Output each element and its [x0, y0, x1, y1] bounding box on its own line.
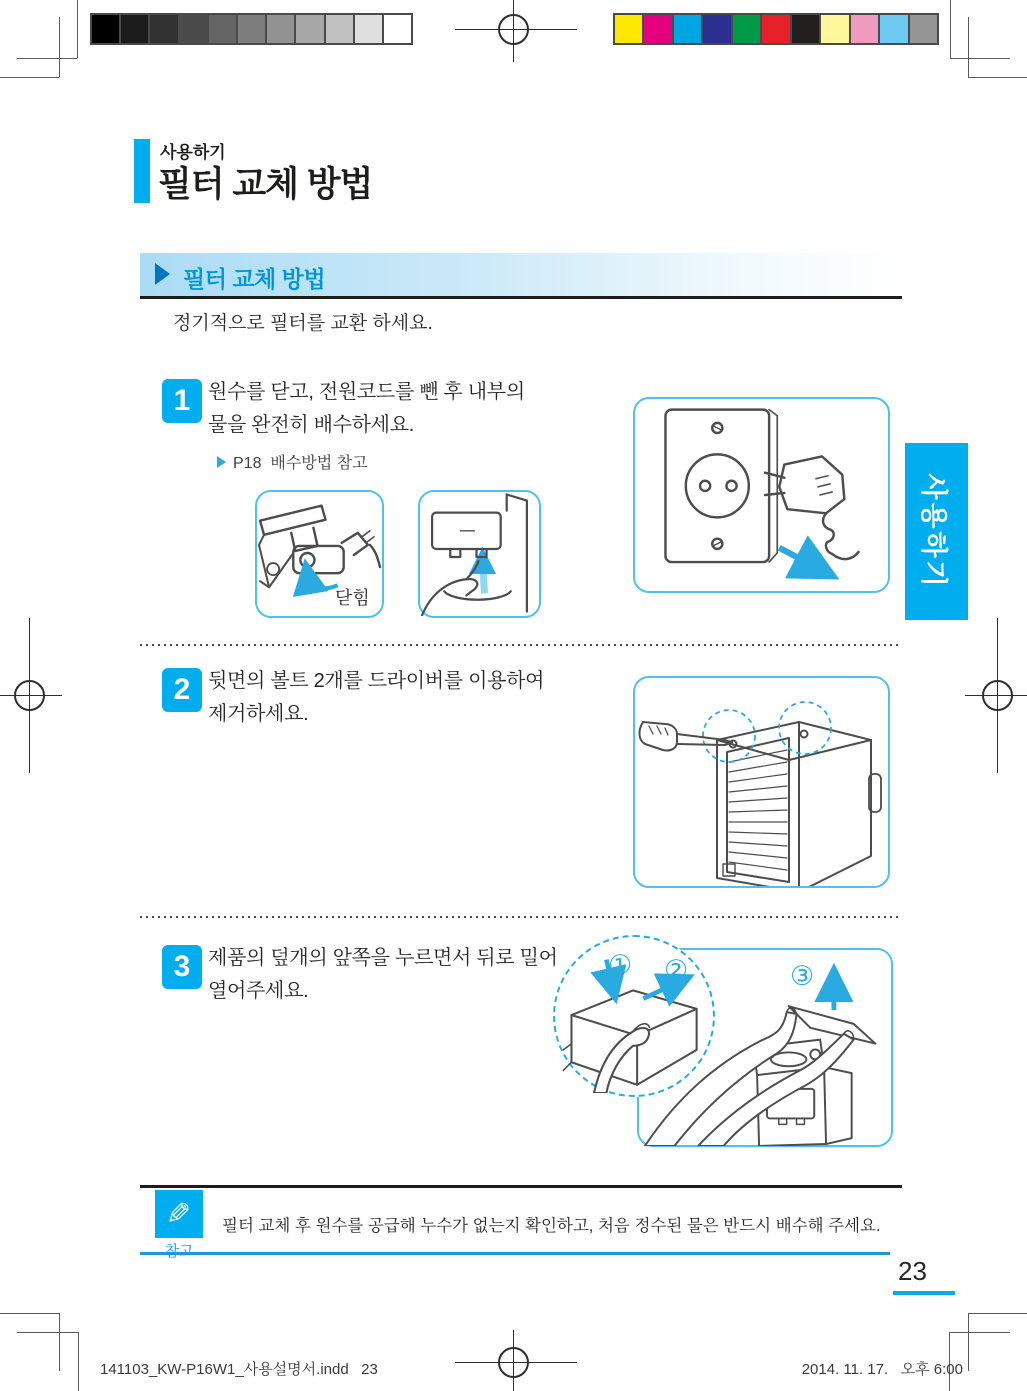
figure-drain-water — [418, 490, 541, 618]
color-swatch — [238, 15, 265, 43]
grayscale-calibration-bar — [90, 13, 413, 45]
callout-number-2: ② — [664, 955, 689, 985]
figure-close-valve — [255, 490, 384, 618]
color-swatch — [851, 15, 878, 43]
page-number: 23 — [898, 1256, 927, 1286]
step-3-badge: 3 — [162, 945, 202, 989]
note-pencil-icon — [155, 1190, 203, 1238]
page-title: 필터 교체 방법 — [158, 165, 373, 204]
color-swatch — [703, 15, 730, 43]
note-rule-top — [140, 1185, 902, 1188]
step-3-line2: 열어주세요. — [208, 980, 309, 1002]
valve-label: 닫힘 — [335, 588, 370, 608]
step-2-line2: 제거하세요. — [208, 703, 309, 725]
color-swatch — [910, 15, 937, 43]
color-swatch — [644, 15, 671, 43]
step-1-reference — [217, 450, 368, 473]
figure-open-cover-inset — [553, 935, 715, 1097]
footer-filename: 141103_KW-P16W1_사용설명서.indd 23 — [100, 1361, 378, 1378]
color-swatch — [792, 15, 819, 43]
callout-number-1: ① — [608, 950, 633, 980]
step-2-badge: 2 — [162, 668, 202, 712]
step-3-line1: 제품의 덮개의 앞쪽을 누르면서 뒤로 밀어 — [208, 947, 558, 969]
intro-text: 정기적으로 필터를 교환 하세요. — [173, 313, 433, 334]
side-tab-label: 사용하기 — [919, 473, 950, 590]
color-swatch — [384, 15, 411, 43]
section-rule — [140, 296, 902, 299]
section-arrow-icon — [155, 263, 170, 285]
color-swatch — [150, 15, 177, 43]
note-rule-bottom — [140, 1252, 890, 1255]
pencil-icon: ✎ — [166, 1197, 192, 1231]
rear-bolts-illustration — [635, 678, 888, 886]
section-eyebrow: 사용하기 — [160, 143, 226, 162]
note-text: 필터 교체 후 원수를 공급해 누수가 없는지 확인하고, 처음 정수된 물은 반드시 배수해 주세요. — [222, 1217, 881, 1235]
color-calibration-bar — [613, 13, 939, 45]
callout-number-3: ③ — [790, 961, 815, 991]
page-number-underline — [893, 1291, 955, 1295]
step-divider-1 — [140, 644, 900, 646]
color-swatch — [762, 15, 789, 43]
step-1-badge: 1 — [162, 379, 202, 423]
color-swatch — [733, 15, 760, 43]
step-1-text — [208, 376, 525, 442]
figure-remove-bolts — [633, 676, 890, 888]
step-1-line2: 물을 완전히 배수하세요. — [208, 414, 414, 436]
color-swatch — [92, 15, 119, 43]
plug-illustration — [635, 399, 888, 591]
section-heading: 필터 교체 방법 — [183, 266, 326, 292]
step-1-line1: 원수를 닫고, 전원코드를 뺀 후 내부의 — [208, 381, 525, 403]
color-swatch — [615, 15, 642, 43]
color-swatch — [209, 15, 236, 43]
step-2-line1: 뒷면의 볼트 2개를 드라이버를 이용하여 — [208, 670, 545, 692]
color-swatch — [821, 15, 848, 43]
color-swatch — [326, 15, 353, 43]
footer-datetime: 2014. 11. 17. 오후 6:00 — [801, 1361, 963, 1378]
color-swatch — [296, 15, 323, 43]
title-accent-bar — [134, 139, 150, 203]
step-3-text — [208, 942, 558, 1008]
color-swatch — [355, 15, 382, 43]
color-swatch — [121, 15, 148, 43]
dispenser-illustration — [420, 492, 539, 616]
reference-text: P18 배수방법 참고 — [233, 455, 368, 472]
note-label — [155, 1240, 203, 1261]
side-tab-usage — [905, 443, 968, 620]
color-swatch — [880, 15, 907, 43]
step-2-text — [208, 665, 544, 731]
color-swatch — [267, 15, 294, 43]
color-swatch — [674, 15, 701, 43]
figure-unplug-cord — [633, 397, 890, 593]
step-divider-2 — [140, 916, 900, 918]
reference-arrow-icon — [217, 456, 226, 468]
color-swatch — [180, 15, 207, 43]
